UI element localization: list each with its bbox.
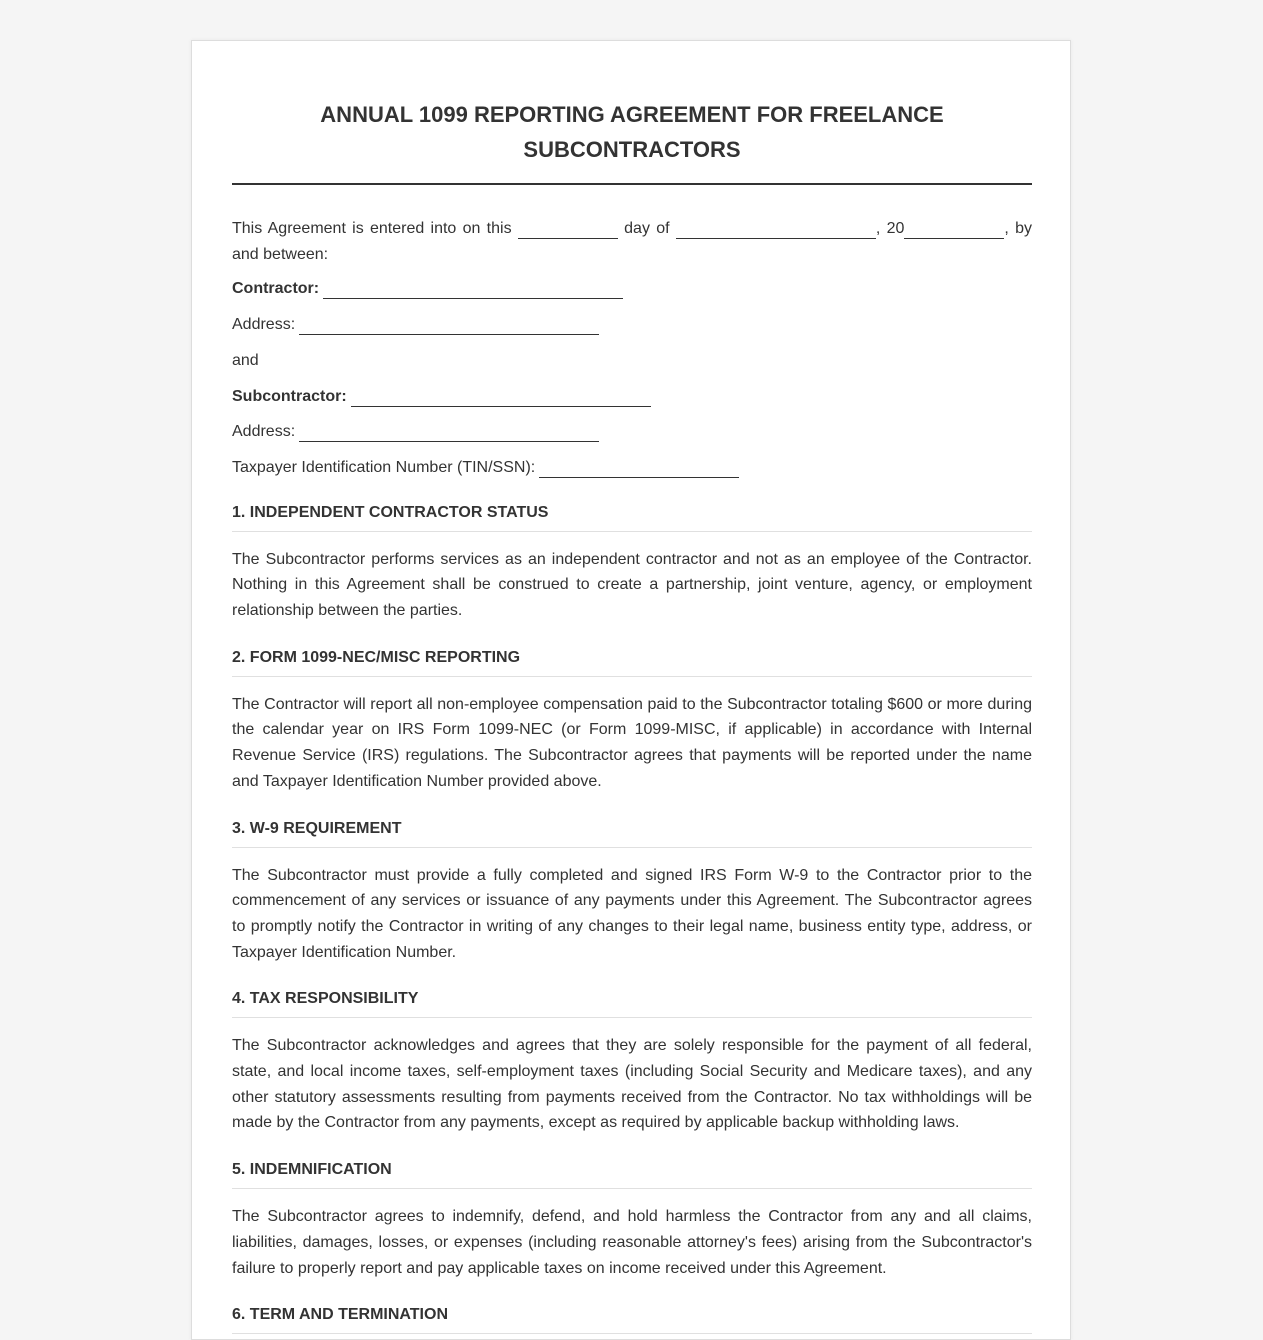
section-body: The Subcontractor performs services as an independent contractor and not as an employee of the Contractor. Nothing in this Agreement shall be construed to create a partnership, joint venture, agency, or employment relationship between the parties. — [232, 550, 1032, 620]
section-body: The Subcontractor acknowledges and agrees that they are solely responsible for the payment of all federal, state, and local income taxes, self-employment taxes (including Social Security and Medicare taxes), and any other statutory assessments resulting from payments received from the Contractor. No tax withholdings will be made by the Contractor from any payments, except as required by applicable backup withholding laws. — [232, 1037, 1032, 1132]
intro-text-1: This Agreement is entered into on this — [232, 220, 512, 237]
section-body: The Subcontractor agrees to indemnify, defend, and hold harmless the Contractor from any and all claims, liabilities, damages, losses, or expenses (including reasonable attorney's fees) arising from the Subcontractor's failure to properly report and pay applicable taxes on income received under this Agreement. — [232, 1208, 1032, 1277]
section-body: The Subcontractor must provide a fully completed and signed IRS Form W-9 to the Contractor prior to the commencement of any services or issuance of any payments under this Agreement. The Subcontractor agrees to promptly notify the Contractor in writing of any changes to their legal name, business entity type, address, or Taxpayer Identification Number. — [232, 866, 1032, 961]
tin-blank[interactable] — [539, 457, 739, 478]
contractor-label: Contractor: — [232, 280, 320, 298]
section-heading: 5. INDEMNIFICATION — [232, 1160, 1032, 1189]
subcontractor-label: Subcontractor: — [232, 387, 347, 405]
tin-label: Taxpayer Identification Number (TIN/SSN): — [232, 458, 536, 476]
contractor-field — [232, 276, 1032, 302]
contractor-name-blank[interactable] — [323, 278, 623, 299]
month-blank[interactable] — [676, 218, 876, 239]
section-heading: 2. FORM 1099-NEC/MISC REPORTING — [232, 648, 1032, 677]
intro-text-3: , 20 — [875, 220, 905, 237]
subcontractor-field — [232, 384, 1032, 410]
document-title-line-2: SUBCONTRACTORS — [523, 137, 741, 162]
subcontractor-address-blank[interactable] — [299, 421, 599, 442]
contractor-address-label: Address: — [232, 316, 296, 334]
intro-text-4: , by and between: — [232, 220, 1032, 263]
document-title — [232, 97, 1032, 185]
section-heading: 6. TERM AND TERMINATION — [232, 1305, 1032, 1334]
document-content — [232, 41, 1032, 1334]
day-blank[interactable] — [518, 218, 618, 239]
section-heading: 3. W-9 REQUIREMENT — [232, 819, 1032, 848]
intro-paragraph — [232, 216, 1032, 267]
intro-text-2: day of — [624, 220, 670, 237]
document-title-line-1: ANNUAL 1099 REPORTING AGREEMENT FOR FREELANCE — [320, 102, 944, 127]
year-blank[interactable] — [904, 218, 1004, 239]
tin-field — [232, 455, 1032, 481]
subcontractor-address-label: Address: — [232, 423, 296, 441]
section-body: The Contractor will report all non-employee compensation paid to the Subcontractor totaling $600 or more during the calendar year on IRS Form 1099-NEC (or Form 1099-MISC, if applicable) in accordance with Internal Revenue Service (IRS) regulations. The Subcontractor agrees that payments will be reported under the name and Taxpayer Identification Number provided above. — [232, 695, 1032, 790]
section-heading: 1. INDEPENDENT CONTRACTOR STATUS — [232, 503, 1032, 532]
and-text: and — [232, 351, 259, 369]
section-heading: 4. TAX RESPONSIBILITY — [232, 989, 1032, 1018]
subcontractor-address-field — [232, 419, 1032, 445]
contractor-address-blank[interactable] — [299, 314, 599, 335]
subcontractor-name-blank[interactable] — [351, 386, 651, 407]
contractor-address-field — [232, 312, 1032, 338]
document-page — [191, 40, 1071, 1340]
